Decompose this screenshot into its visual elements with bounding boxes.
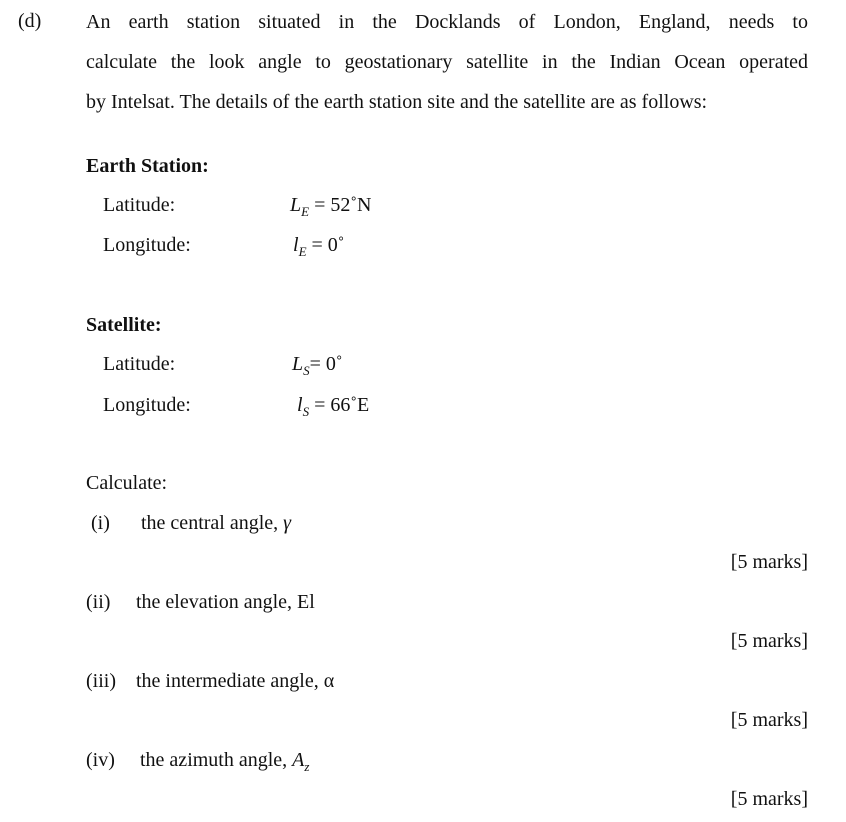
task-number: (iv): [86, 749, 115, 771]
latitude-symbol: L: [290, 194, 302, 216]
earth-station-longitude-label: Longitude:: [103, 234, 191, 256]
earth-station-longitude-value: [293, 234, 344, 257]
latitude-symbol: L: [292, 353, 304, 375]
latitude-number: = 0˚: [309, 353, 343, 375]
task-marks: [5 marks]: [730, 709, 808, 731]
latitude-number: = 52˚N: [309, 194, 372, 216]
task-text: the elevation angle, El: [136, 591, 315, 613]
gamma-symbol: γ: [283, 512, 292, 534]
satellite-heading: Satellite:: [86, 314, 162, 336]
task-number: (i): [91, 512, 110, 534]
longitude-number: = 66˚E: [309, 394, 370, 416]
earth-station-latitude-value: [290, 194, 371, 217]
task-description: the azimuth angle,: [140, 749, 293, 771]
longitude-subscript: S: [302, 404, 310, 419]
question-intro: [86, 10, 808, 130]
task-marks: [5 marks]: [730, 551, 808, 573]
satellite-longitude-label: Longitude:: [103, 394, 191, 416]
longitude-number: = 0˚: [306, 234, 345, 256]
latitude-subscript: E: [301, 204, 310, 219]
earth-station-heading: Earth Station:: [86, 155, 209, 177]
task-text: [141, 512, 291, 535]
satellite-latitude-value: [292, 353, 343, 376]
task-text: [140, 749, 309, 772]
azimuth-symbol: A: [292, 749, 305, 771]
task-description: the central angle,: [141, 512, 284, 534]
azimuth-subscript: z: [304, 759, 310, 774]
calculate-heading: Calculate:: [86, 472, 168, 494]
task-marks: [5 marks]: [730, 788, 808, 810]
intro-line: calculate the look angle to geostationary satellite in the Indian Ocean operated: [86, 51, 808, 73]
task-marks: [5 marks]: [730, 630, 808, 652]
longitude-symbol: l: [297, 394, 303, 416]
earth-station-latitude-label: Latitude:: [103, 194, 176, 216]
longitude-symbol: l: [293, 234, 299, 256]
task-number: (iii): [86, 670, 116, 692]
satellite-longitude-value: [297, 394, 369, 417]
longitude-subscript: E: [298, 244, 307, 259]
intro-line: by Intelsat. The details of the earth station site and the satellite are as follows:: [86, 91, 708, 113]
task-number: (ii): [86, 591, 111, 613]
task-text: the intermediate angle, α: [136, 670, 335, 692]
intro-line: An earth station situated in the Docklands of London, England, needs to: [86, 11, 808, 33]
satellite-latitude-label: Latitude:: [103, 353, 176, 375]
question-label: (d): [18, 10, 42, 32]
latitude-subscript: S: [303, 363, 310, 378]
